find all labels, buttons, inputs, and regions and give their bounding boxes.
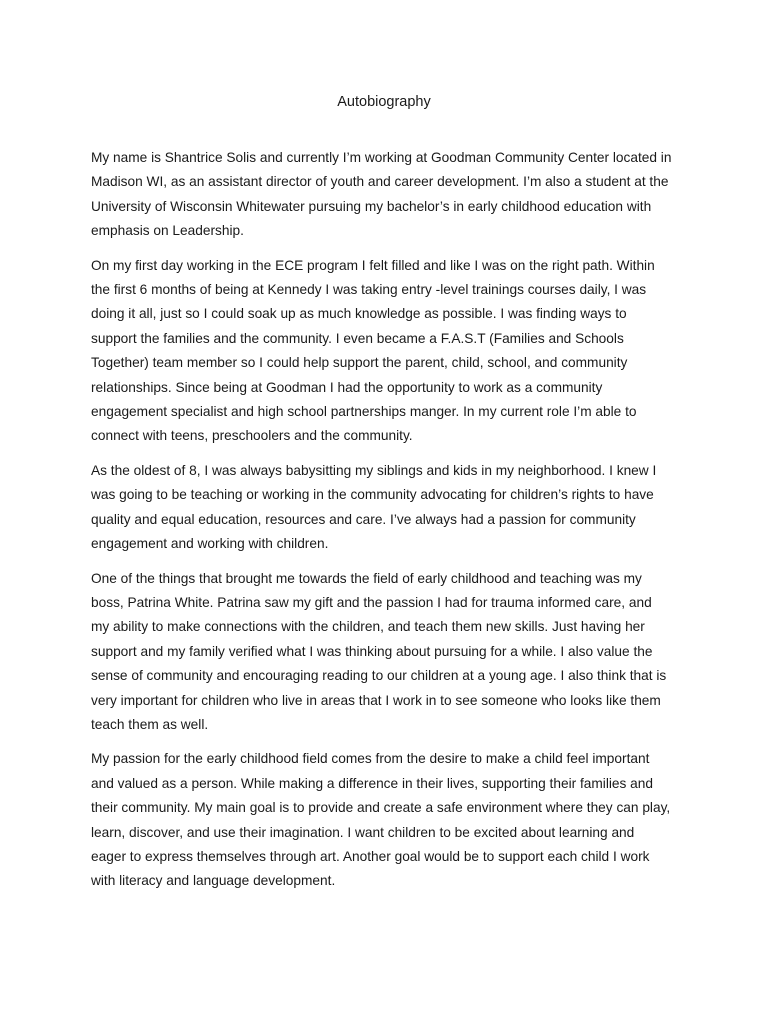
text-line: engagement specialist and high school partnerships manger. In my current role I’m able to xyxy=(91,404,637,420)
text-line: was going to be teaching or working in the community advocating for children’s rights to have xyxy=(91,487,654,503)
text-line: learn, discover, and use their imagination. I want children to be excited about learning and xyxy=(91,824,635,840)
paragraph-intro xyxy=(91,146,691,244)
text-line: engagement and working with children. xyxy=(91,536,329,552)
text-line: eager to express themselves through art. Another goal would be to support each child I work xyxy=(91,848,650,864)
text-line: My passion for the early childhood field comes from the desire to make a child feel important xyxy=(91,751,650,767)
document-body xyxy=(91,146,691,904)
text-line: boss, Patrina White. Patrina saw my gift and the passion I had for trauma informed care, and xyxy=(91,594,652,610)
paragraph-passion-goals xyxy=(91,747,691,893)
text-line: doing it all, just so I could soak up as much knowledge as possible. I was finding ways to xyxy=(91,306,627,322)
text-line: and valued as a person. While making a difference in their lives, supporting their families and xyxy=(91,775,654,791)
paragraph-ece-program xyxy=(91,254,691,449)
text-line: University of Wisconsin Whitewater pursuing my bachelor’s in early childhood education with xyxy=(91,198,652,214)
text-line: very important for children who live in areas that I work in to see someone who looks like them xyxy=(91,692,661,708)
text-line: the first 6 months of being at Kennedy I was taking entry -level trainings courses daily, I was xyxy=(91,282,647,298)
paragraph-oldest-of-eight xyxy=(91,459,691,557)
text-line: support and my family verified what I was thinking about pursuing for a while. I also value the xyxy=(91,643,653,659)
text-line: Madison WI, as an assistant director of youth and career development. I’m also a student at the xyxy=(91,174,669,190)
text-line: support the families and the community. I even became a F.A.S.T (Families and Schools xyxy=(91,330,624,346)
text-line: their community. My main goal is to provide and create a safe environment where they can play, xyxy=(91,800,671,816)
text-line: As the oldest of 8, I was always babysitting my siblings and kids in my neighborhood. I knew I xyxy=(91,462,657,478)
text-line: One of the things that brought me towards the field of early childhood and teaching was my xyxy=(91,570,642,586)
text-line: my ability to make connections with the children, and teach them new skills. Just having her xyxy=(91,619,645,635)
text-line: relationships. Since being at Goodman I had the opportunity to work as a community xyxy=(91,379,603,395)
text-line: teach them as well. xyxy=(91,716,209,732)
document-title: Autobiography xyxy=(337,94,431,110)
text-line: emphasis on Leadership. xyxy=(91,223,244,239)
text-line: connect with teens, preschoolers and the community. xyxy=(91,428,413,444)
text-line: Together) team member so I could help support the parent, child, school, and community xyxy=(91,355,628,371)
text-line: My name is Shantrice Solis and currently I’m working at Goodman Community Center located in xyxy=(91,150,672,165)
text-line: sense of community and encouraging reading to our children at a young age. I also think that is xyxy=(91,668,667,684)
paragraph-mentor xyxy=(91,567,691,738)
text-line: quality and equal education, resources and care. I’ve always had a passion for community xyxy=(91,511,636,527)
text-line: On my first day working in the ECE program I felt filled and like I was on the right path. Within xyxy=(91,257,655,273)
text-line: with literacy and language development. xyxy=(91,873,336,889)
